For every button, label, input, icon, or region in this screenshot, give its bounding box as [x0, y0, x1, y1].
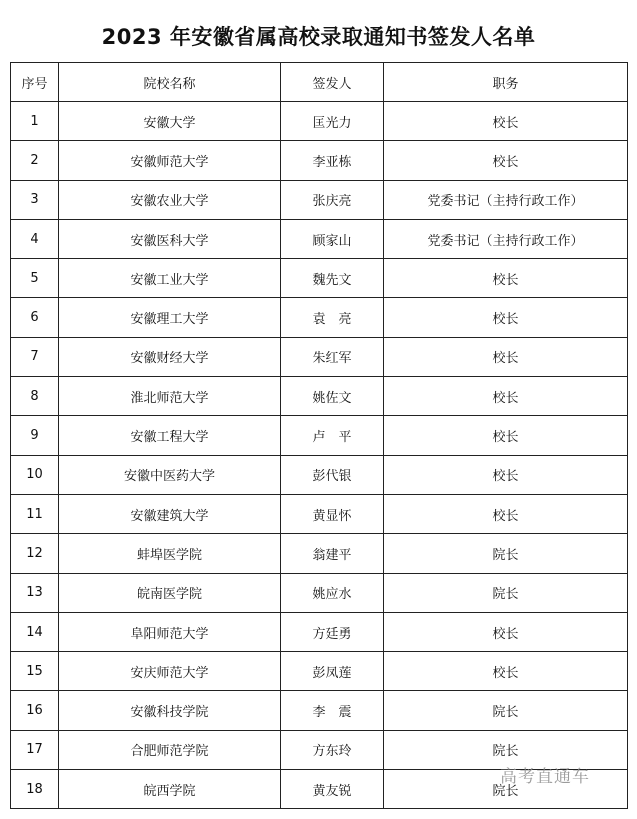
school-name: 安徽建筑大学	[59, 494, 281, 533]
watermark: 高考直通车	[500, 767, 590, 787]
signer-name: 匡光力	[281, 102, 384, 141]
row-index: 6	[11, 298, 59, 337]
page-title: 2023 年安徽省属高校录取通知书签发人名单	[101, 25, 536, 50]
position-title: 院长	[384, 730, 628, 769]
school-name: 安庆师范大学	[59, 652, 281, 691]
signer-name: 袁 亮	[281, 298, 384, 337]
row-index: 15	[11, 652, 59, 691]
signer-name: 彭代银	[281, 455, 384, 494]
table-row	[11, 455, 628, 494]
position-title: 校长	[384, 141, 628, 180]
signer-name: 魏先文	[281, 259, 384, 298]
row-index: 4	[11, 219, 59, 258]
school-name: 皖南医学院	[59, 573, 281, 612]
school-name: 安徽医科大学	[59, 219, 281, 258]
position-title: 党委书记（主持行政工作）	[384, 219, 628, 258]
position-title: 校长	[384, 298, 628, 337]
school-name: 合肥师范学院	[59, 730, 281, 769]
position-title: 校长	[384, 455, 628, 494]
header-school: 院校名称	[59, 63, 281, 102]
signer-name: 彭凤莲	[281, 652, 384, 691]
signer-name: 张庆亮	[281, 180, 384, 219]
row-index: 1	[11, 102, 59, 141]
table-header-row	[11, 63, 628, 102]
table-row	[11, 494, 628, 533]
school-name: 安徽工程大学	[59, 416, 281, 455]
position-title: 校长	[384, 102, 628, 141]
school-name: 安徽工业大学	[59, 259, 281, 298]
table-row	[11, 219, 628, 258]
signer-name: 方廷勇	[281, 612, 384, 651]
table-row	[11, 180, 628, 219]
signer-name: 黄友锐	[281, 770, 384, 809]
row-index: 2	[11, 141, 59, 180]
header-index: 序号	[11, 63, 59, 102]
table-row	[11, 534, 628, 573]
position-title: 校长	[384, 337, 628, 376]
signer-name: 方东玲	[281, 730, 384, 769]
school-name: 皖西学院	[59, 770, 281, 809]
header-signer: 签发人	[281, 63, 384, 102]
signer-table	[10, 62, 628, 809]
row-index: 14	[11, 612, 59, 651]
table-row	[11, 377, 628, 416]
position-title: 校长	[384, 377, 628, 416]
position-title: 院长	[384, 770, 628, 809]
row-index: 16	[11, 691, 59, 730]
position-title: 校长	[384, 652, 628, 691]
position-title: 校长	[384, 259, 628, 298]
school-name: 安徽科技学院	[59, 691, 281, 730]
table-row	[11, 259, 628, 298]
row-index: 3	[11, 180, 59, 219]
school-name: 安徽中医药大学	[59, 455, 281, 494]
header-position: 职务	[384, 63, 628, 102]
signer-name: 姚佐文	[281, 377, 384, 416]
table-row	[11, 573, 628, 612]
position-title: 校长	[384, 612, 628, 651]
school-name: 蚌埠医学院	[59, 534, 281, 573]
school-name: 安徽农业大学	[59, 180, 281, 219]
row-index: 10	[11, 455, 59, 494]
signer-name: 姚应水	[281, 573, 384, 612]
row-index: 18	[11, 770, 59, 809]
signer-name: 翁建平	[281, 534, 384, 573]
row-index: 11	[11, 494, 59, 533]
row-index: 7	[11, 337, 59, 376]
school-name: 淮北师范大学	[59, 377, 281, 416]
school-name: 安徽大学	[59, 102, 281, 141]
school-name: 安徽财经大学	[59, 337, 281, 376]
school-name: 阜阳师范大学	[59, 612, 281, 651]
row-index: 5	[11, 259, 59, 298]
row-index: 13	[11, 573, 59, 612]
position-title: 校长	[384, 416, 628, 455]
row-index: 17	[11, 730, 59, 769]
signer-name: 李 震	[281, 691, 384, 730]
position-title: 校长	[384, 494, 628, 533]
position-title: 党委书记（主持行政工作）	[384, 180, 628, 219]
position-title: 院长	[384, 573, 628, 612]
table-row	[11, 337, 628, 376]
signer-name: 卢 平	[281, 416, 384, 455]
row-index: 12	[11, 534, 59, 573]
table-row	[11, 691, 628, 730]
signer-name: 李亚栋	[281, 141, 384, 180]
signer-name: 顾家山	[281, 219, 384, 258]
table-body	[11, 102, 628, 809]
table-row	[11, 612, 628, 651]
table-row	[11, 141, 628, 180]
school-name: 安徽师范大学	[59, 141, 281, 180]
table-row	[11, 298, 628, 337]
row-index: 8	[11, 377, 59, 416]
signer-name: 朱红军	[281, 337, 384, 376]
row-index: 9	[11, 416, 59, 455]
signer-name: 黄显怀	[281, 494, 384, 533]
table-row	[11, 652, 628, 691]
table-row	[11, 416, 628, 455]
position-title: 院长	[384, 534, 628, 573]
position-title: 院长	[384, 691, 628, 730]
table-row	[11, 102, 628, 141]
school-name: 安徽理工大学	[59, 298, 281, 337]
